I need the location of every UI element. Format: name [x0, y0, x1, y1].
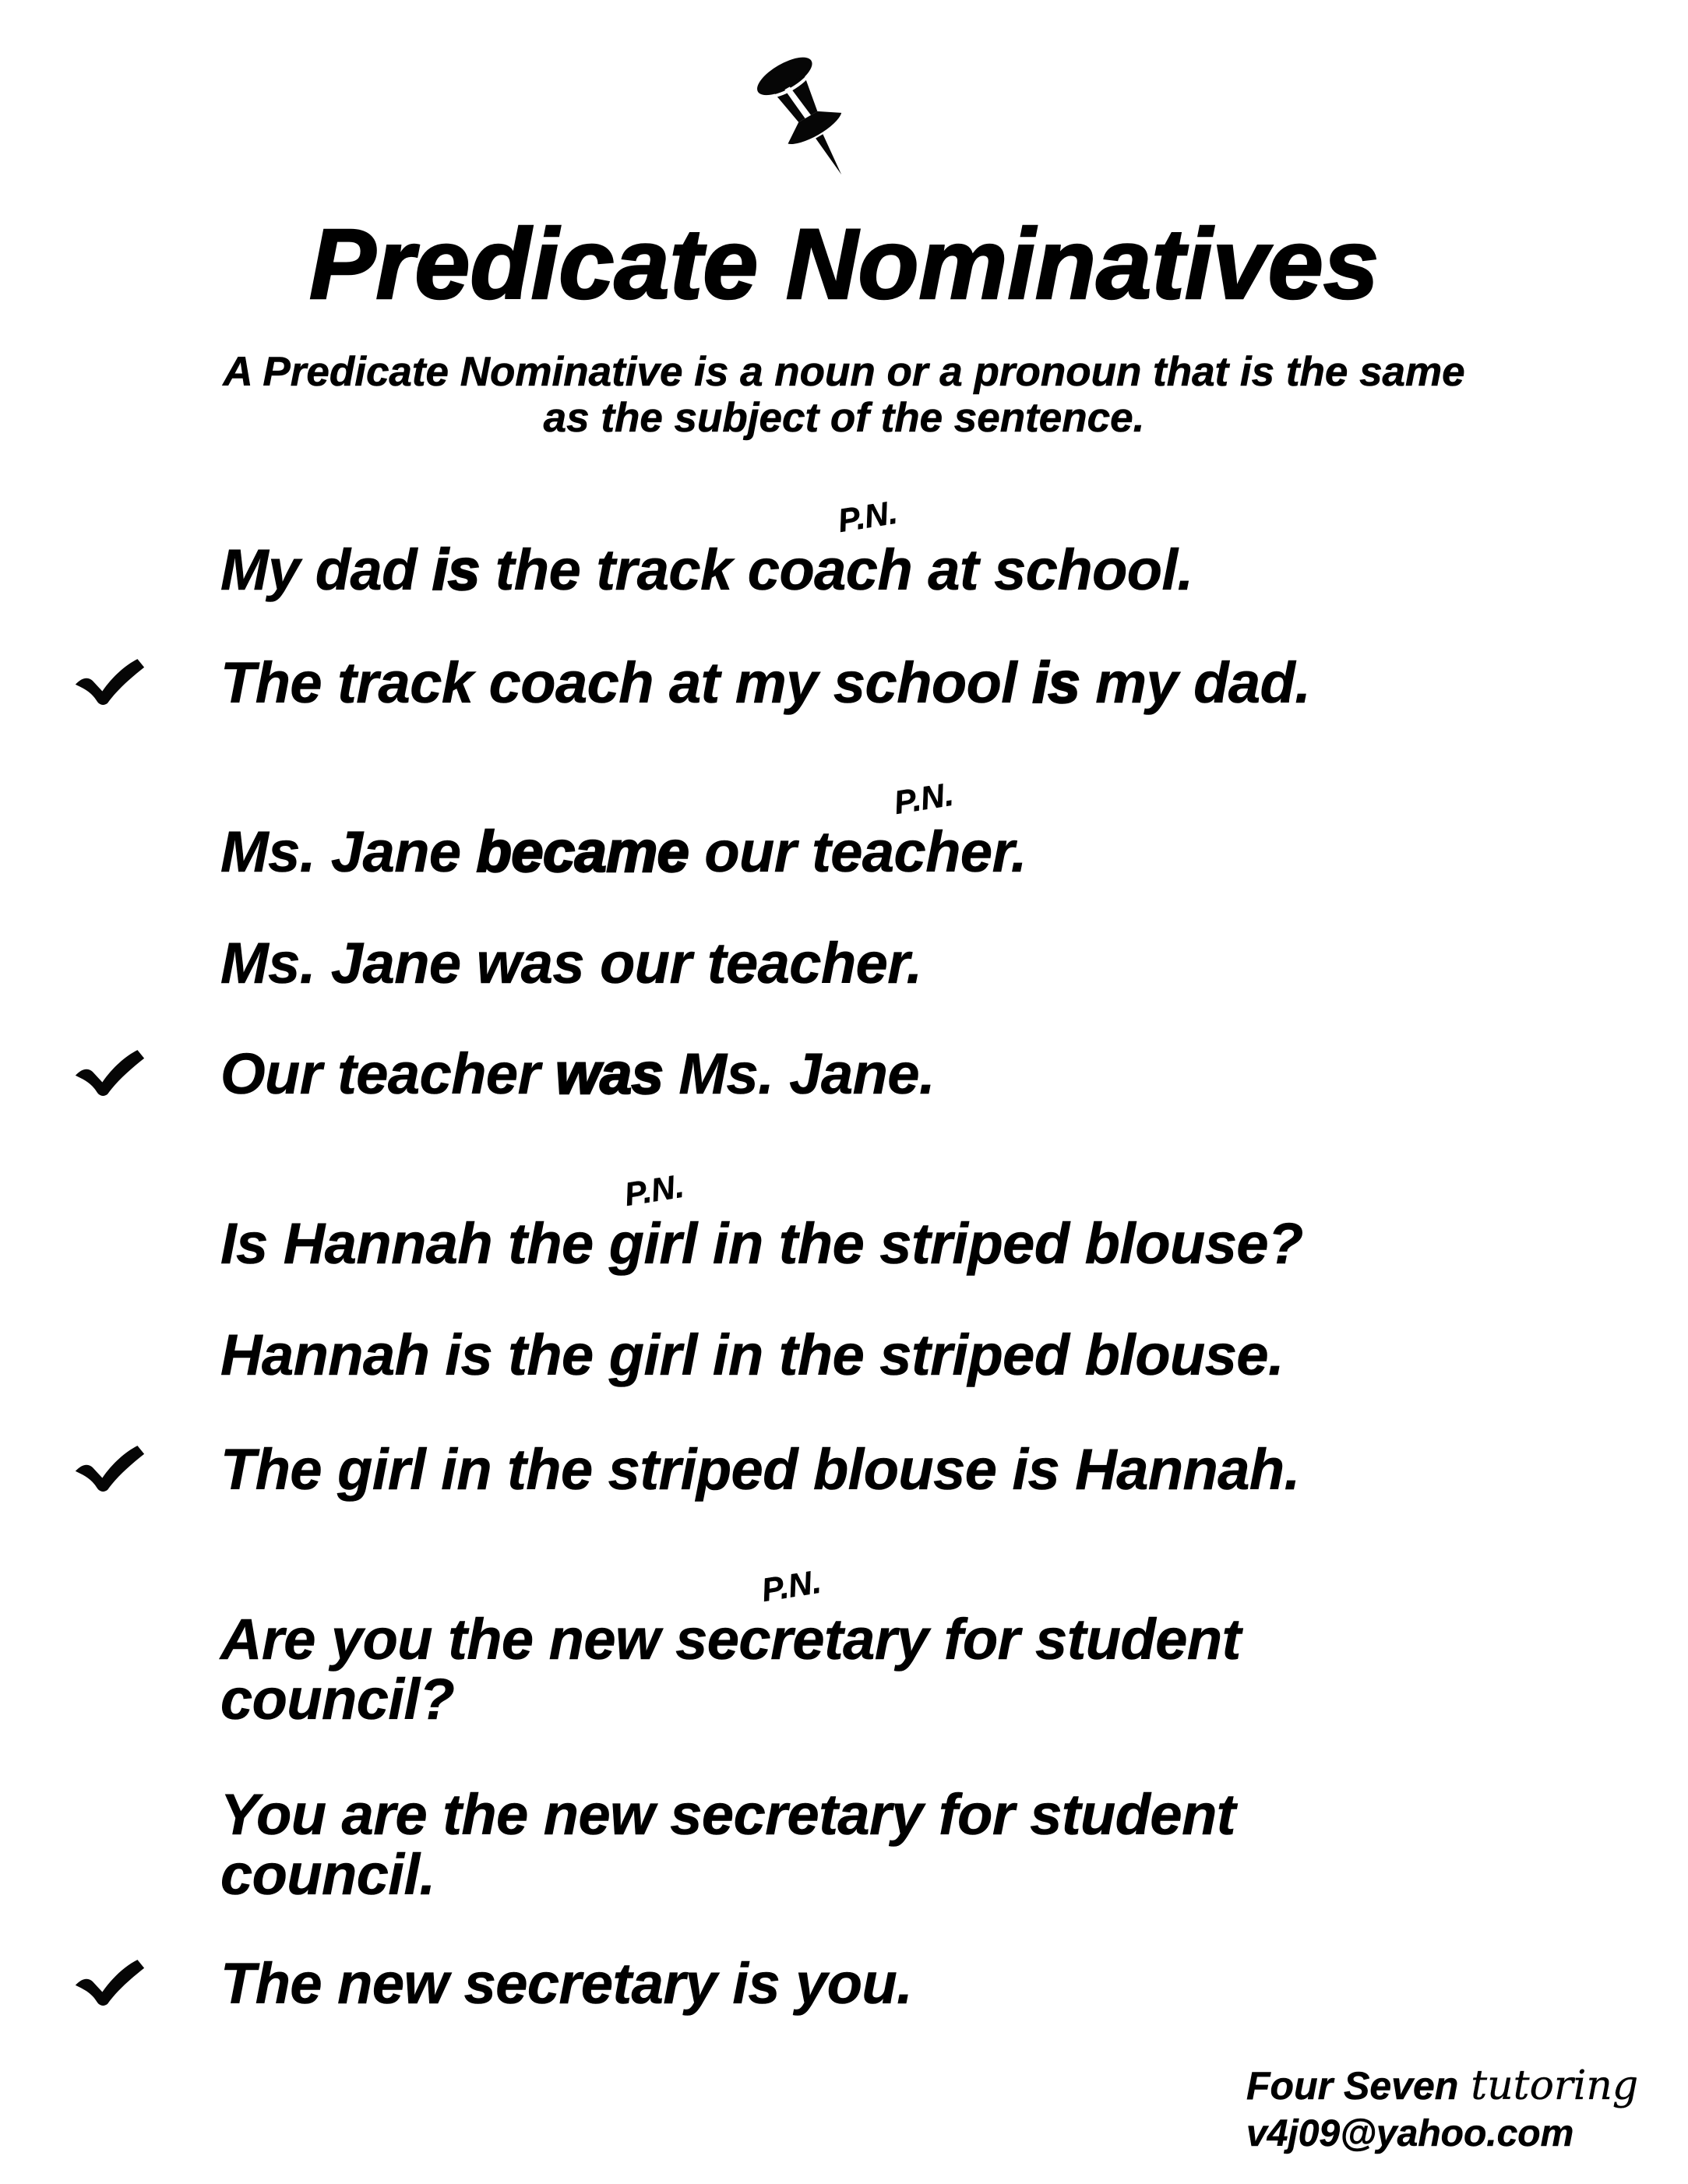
- linking-verb: was: [555, 1041, 664, 1106]
- brand-name: Four Seven: [1246, 2064, 1459, 2108]
- pn-label-4: P.N.: [759, 1562, 824, 1609]
- subtitle: [0, 349, 1688, 442]
- subtitle-line-1: A Predicate Nominative is a noun or a pronoun that is the same: [223, 349, 1465, 395]
- sentence-3: [220, 819, 1027, 884]
- sentence-text: The new secretary is you.: [220, 1951, 913, 2016]
- linking-verb: became: [476, 819, 689, 884]
- checkmark-icon: [72, 1047, 146, 1097]
- checkmark-icon: [72, 1957, 146, 2006]
- linking-verb: is: [432, 537, 480, 602]
- sentence-text: You are the new secretary for student: [220, 1782, 1235, 1847]
- sentence-text: My dad: [220, 537, 432, 602]
- sentence-text: my dad.: [1080, 650, 1311, 715]
- sentence-text: Ms. Jane.: [663, 1041, 936, 1106]
- sentence-text: the track coach at school.: [479, 537, 1193, 602]
- page-title: Predicate Nominatives: [309, 209, 1379, 320]
- pushpin-icon: [746, 50, 863, 200]
- sentence-text: Our teacher: [220, 1041, 555, 1106]
- sentence-11: [220, 1951, 913, 2016]
- sentence-text: council.: [220, 1841, 435, 1907]
- sentence-text: Are you the new secretary for student: [220, 1607, 1241, 1671]
- sentence-2: [220, 650, 1311, 715]
- checkmark-icon: [72, 1442, 146, 1492]
- sentence-text: our teacher.: [689, 819, 1027, 884]
- sentence-8: [220, 1437, 1300, 1502]
- brand-email: v4j09@yahoo.com: [1246, 2113, 1574, 2154]
- sentence-text: Hannah is the girl in the striped blouse.: [220, 1323, 1285, 1387]
- sentence-1: [220, 537, 1193, 602]
- pn-label-1: P.N.: [835, 493, 900, 540]
- sentence-text: Is Hannah the girl in the striped blouse?: [220, 1211, 1303, 1276]
- pn-label-3: P.N.: [622, 1167, 687, 1214]
- sentence-4: [220, 931, 922, 995]
- sentence-text: The track coach at my school: [220, 650, 1033, 715]
- linking-verb: is: [1032, 650, 1080, 715]
- sentence-9: [220, 1607, 1241, 1731]
- brand-line: [1246, 2062, 1638, 2109]
- brand-suffix: tutoring: [1471, 2062, 1639, 2109]
- sentence-text: council?: [220, 1666, 455, 1731]
- sentence-text: Ms. Jane: [220, 819, 477, 884]
- pn-label-2: P.N.: [891, 775, 957, 822]
- sentence-7: [220, 1323, 1285, 1387]
- sentence-5: [220, 1041, 936, 1106]
- sentence-6: [220, 1211, 1303, 1276]
- sentence-text: The girl in the striped blouse is Hannah.: [220, 1437, 1300, 1502]
- subtitle-line-2: as the subject of the sentence.: [543, 395, 1145, 442]
- sentence-10: [220, 1782, 1235, 1907]
- sentence-text: Ms. Jane was our teacher.: [220, 931, 922, 995]
- checkmark-icon: [72, 656, 146, 706]
